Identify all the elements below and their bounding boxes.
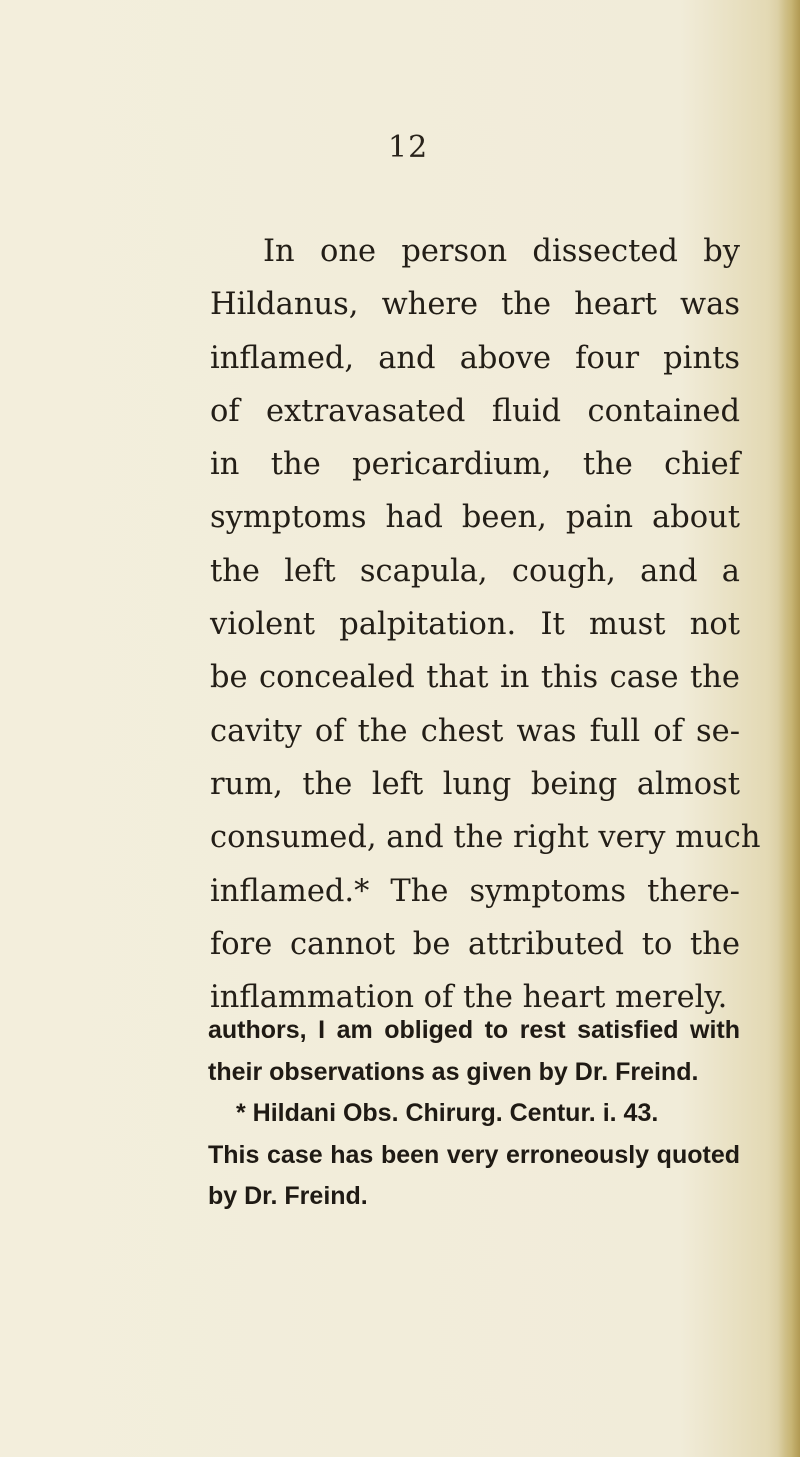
text-line: violent palpitation. It must not	[210, 607, 740, 643]
footnote-hildani: * Hildani Obs. Chirurg. Centur. i. 43.	[236, 1099, 659, 1127]
main-paragraph	[210, 225, 761, 1024]
page-edge-shadow	[778, 0, 800, 1457]
text-line: inflamed, and above four pints	[210, 340, 740, 376]
text-line: Hildanus, where the heart was	[210, 287, 740, 323]
text-line: rum, the left lung being almost	[210, 766, 740, 802]
text-line: in the pericardium, the chief	[210, 447, 740, 483]
text-line: In one person dissected by	[263, 234, 740, 269]
footnote-line: This case has been very erroneously quoted	[208, 1140, 740, 1169]
text-line: inflammation of the heart merely.	[210, 980, 728, 1016]
footnote-line: authors, I am obliged to rest satisfied with	[208, 1016, 740, 1044]
text-line: be concealed that in this case the	[210, 660, 740, 696]
footnote-line: their observations as given by Dr. Freind.	[208, 1057, 699, 1086]
text-line: cavity of the chest was full of se-	[210, 713, 740, 749]
footnotes	[208, 1010, 740, 1218]
footnote-line: by Dr. Freind.	[208, 1182, 368, 1210]
text-line: the left scapula, cough, and a	[210, 553, 740, 589]
text-line: fore cannot be attributed to the	[210, 926, 740, 962]
page-number: 12	[388, 130, 429, 165]
text-line: inflamed.* The symptoms there-	[210, 873, 740, 909]
text-line: consumed, and the right very much	[210, 820, 761, 856]
text-line: of extravasated fluid contained	[210, 393, 740, 429]
text-line: symptoms had been, pain about	[210, 500, 740, 536]
